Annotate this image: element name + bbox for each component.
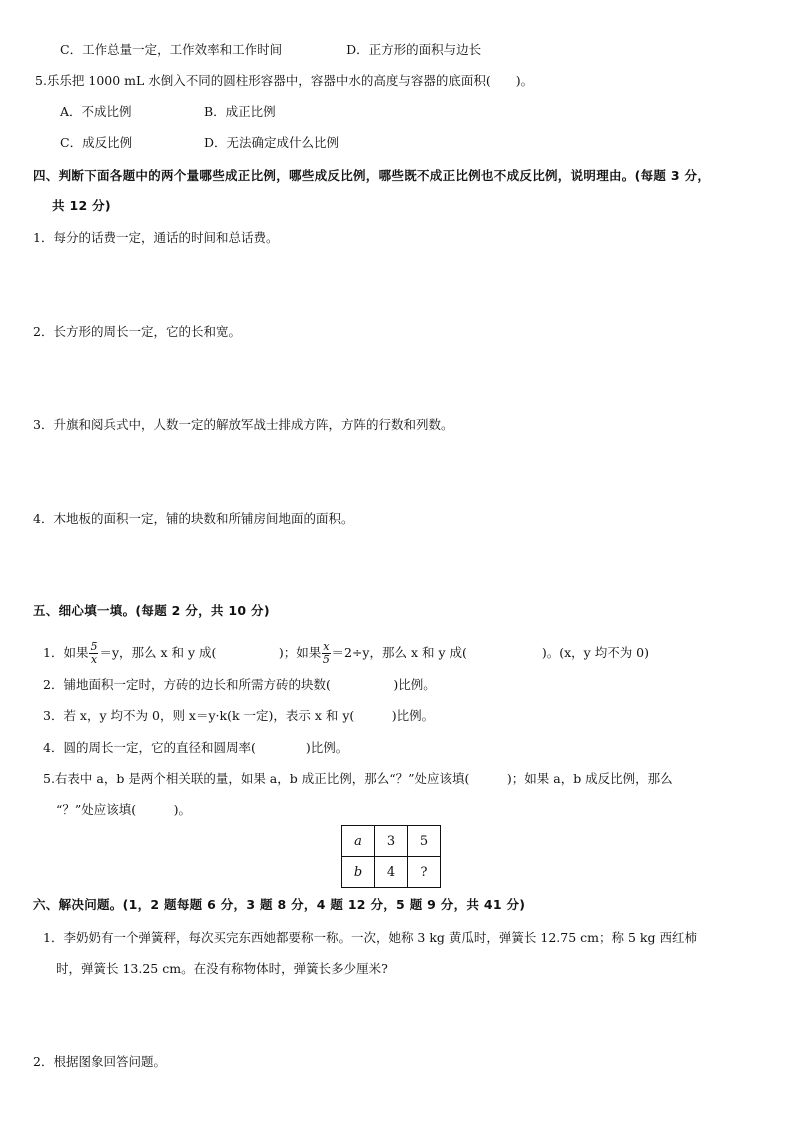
judge-item-2: 2．长方形的周长一定，它的长和宽。 (33, 324, 241, 339)
option-d: D．无法确定成什么比例 (203, 135, 340, 150)
choice-row-q5-cd (60, 135, 339, 151)
numerator: 5 (90, 640, 98, 653)
judge-item-1: 1．每分的话费一定，通话的时间和总话费。 (33, 230, 279, 245)
table-cell: a (342, 826, 375, 857)
judge-item-3: 3．升旗和阅兵式中，人数一定的解放军战士排成方阵，方阵的行数和列数。 (33, 417, 454, 432)
section-5-title: 五、细心填一填。(每题 2 分，共 10 分) (33, 603, 270, 618)
fill-item-5: 5.右表中 a，b 是两个相关联的量，如果 a，b 成正比例，那么“？”处应该填( )；如果 a，b 成反比例，那么 (43, 771, 673, 786)
option-c: C．成反比例 (60, 135, 133, 150)
fill-item-3: 3．若 x，y 均不为 0，则 x＝y·k(k 一定)，表示 x 和 y( )比例。 (43, 708, 435, 723)
option-d: D．正方形的面积与边长 (346, 42, 482, 57)
option-c: C．工作总量一定，工作效率和工作时间 (60, 42, 283, 57)
table-cell: b (342, 857, 375, 888)
numerator: x (323, 640, 330, 653)
fraction-5-over-x (89, 641, 98, 666)
table-cell: 3 (375, 826, 408, 857)
fill-item-1 (43, 641, 649, 666)
question-5-stem: 5.乐乐把 1000 mL 水倒入不同的圆柱形容器中，容器中水的高度与容器的底面积( )。 (35, 73, 534, 88)
ab-table (341, 825, 441, 888)
problem-2: 2．根据图象回答问题。 (33, 1054, 166, 1069)
option-a: A．不成比例 (60, 104, 132, 119)
section-4-title: 四、判断下面各题中的两个量哪些成正比例，哪些成反比例，哪些既不成正比例也不成反比例，说明理由。(每题 3 分， (33, 168, 711, 183)
fill-item-4: 4．圆的周长一定，它的直径和圆周率( )比例。 (43, 740, 349, 755)
fill-item-1-eq1: ＝y，那么 x 和 y 成( )；如果 (99, 645, 322, 660)
judge-item-4: 4．木地板的面积一定，铺的块数和所铺房间地面的面积。 (33, 511, 354, 526)
choice-row-q4 (60, 42, 481, 58)
table-cell: ? (408, 857, 441, 888)
problem-1-cont: 时，弹簧长 13.25 cm。在没有称物体时，弹簧长多少厘米? (56, 961, 388, 976)
table-row (342, 826, 441, 857)
fill-item-1-eq2: ＝2÷y，那么 x 和 y 成( )。(x，y 均不为 0) (331, 645, 650, 660)
table-row (342, 857, 441, 888)
table-cell: 5 (408, 826, 441, 857)
problem-1: 1．李奶奶有一个弹簧秤，每次买完东西她都要称一称。一次，她称 3 kg 黄瓜时，弹簧长 12.75 cm；称 5 kg 西红柿 (43, 930, 697, 945)
denominator: x (90, 653, 98, 666)
fill-item-2: 2．铺地面积一定时，方砖的边长和所需方砖的块数( )比例。 (43, 677, 436, 692)
option-b: B．成正比例 (203, 104, 276, 119)
table-cell: 4 (375, 857, 408, 888)
fraction-x-over-5 (322, 641, 330, 666)
section-6-title: 六、解决问题。(1，2 题每题 6 分，3 题 8 分，4 题 12 分，5 题 9 分，共 41 分) (33, 897, 526, 912)
denominator: 5 (322, 653, 330, 666)
fill-item-1-prefix: 1．如果 (43, 645, 89, 660)
choice-row-q5-ab (60, 104, 276, 120)
fill-item-5-cont: “？”处应该填( )。 (56, 802, 192, 817)
section-4-title-cont: 共 12 分) (52, 198, 111, 213)
